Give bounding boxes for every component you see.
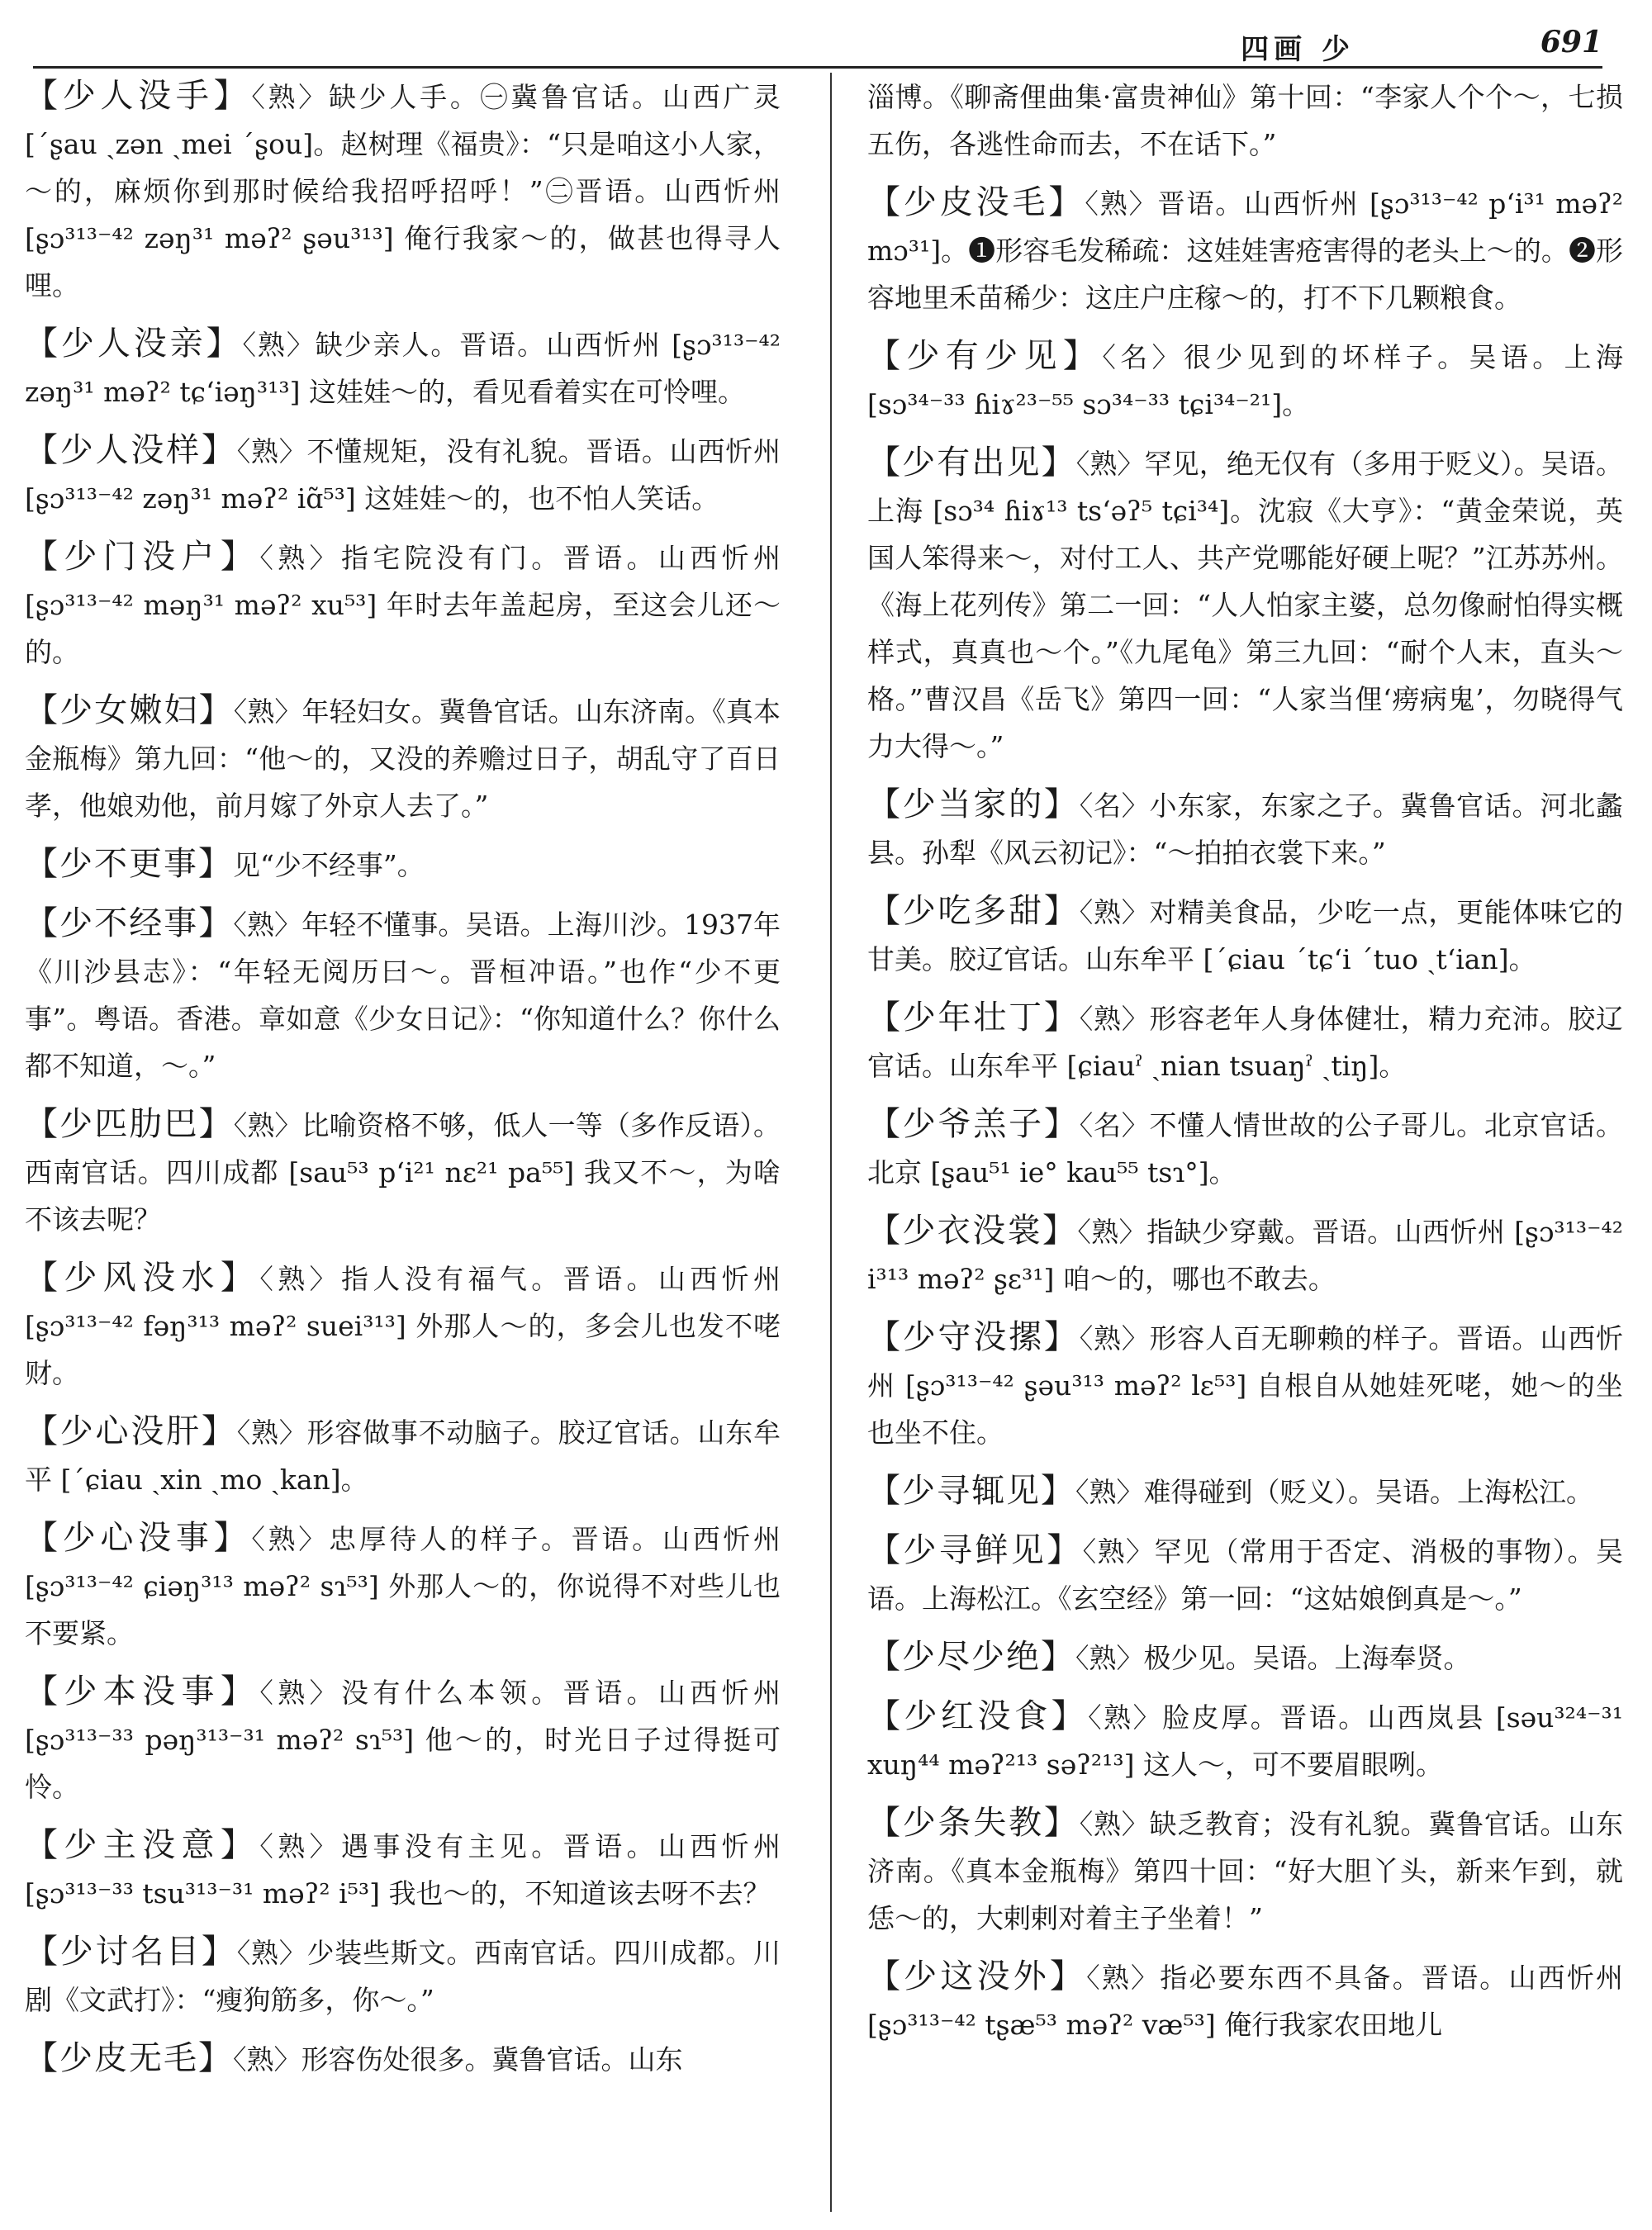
dictionary-entry [867,73,1623,168]
entry-definition: 〈熟〉遇事没有主见。晋语。山西忻州 [ʂɔ³¹³⁻³³ tsu³¹³⁻³¹ məʔ² i⁵³] 我也～的，不知道该去呀不去？ [25,1830,781,1910]
entry-definition: 〈熟〉缺乏教育；没有礼貌。冀鲁官话。山东济南。《真本金瓶梅》第四十回：“好大胆丫头，新来乍到，就恁～的，大剌剌对着主子坐着！” [867,1808,1623,1934]
entry-definition: 〈熟〉极少见。吴语。上海奉贤。 [1075,1642,1471,1674]
entry-definition: 〈熟〉形容老年人身体健壮，精力充沛。胶辽官话。山东牟平 [ɕiauˀ ˏnian tsuaŋˀ ˏtiŋ]。 [867,1003,1623,1082]
entry-headword: 【少条失教】 [867,1804,1080,1842]
dictionary-entry [25,427,781,522]
dictionary-entry [867,1693,1623,1788]
entry-headword: 【少当家的】 [867,785,1080,823]
dictionary-entry [25,534,781,676]
left-column [25,73,781,2212]
entry-headword: 【少寻辄见】 [867,1472,1075,1510]
entry-headword: 【少不更事】 [25,845,233,883]
dictionary-entry [25,1668,781,1810]
right-column [867,73,1623,2212]
dictionary-entry [867,1527,1623,1622]
dictionary-entry [867,333,1623,428]
entry-definition: 〈熟〉指缺少穿戴。晋语。山西忻州 [ʂɔ³¹³⁻⁴² i³¹³ məʔ² ʂɛ³¹] 咱～的，哪也不敢去。 [867,1216,1623,1295]
entry-headword: 【少讨名目】 [25,1933,237,1971]
dictionary-entry [25,1822,781,1917]
dictionary-entry [867,1208,1623,1302]
dictionary-entry [867,888,1623,983]
dictionary-entry [25,320,781,415]
entry-definition: 〈熟〉指宅院没有门。晋语。山西忻州 [ʂɔ³¹³⁻⁴² məŋ³¹ məʔ² xu⁵³] 年时去年盖起房，至这会儿还～的。 [25,542,781,668]
entry-headword: 【少心没事】 [25,1519,252,1557]
page-number: 691 [1540,25,1602,59]
entry-definition: 〈熟〉少装些斯文。西南官话。四川成都。川剧《文武打》：“瘦狗筋多，你～。” [25,1937,781,2016]
entry-definition: 〈熟〉年轻不懂事。吴语。上海川沙。1937年《川沙县志》：“年轻无阅历曰～。晋桓冲语。”也作“少不更事”。粤语。香港。章如意《少女日记》：“你知道什么？你什么都不知道，～。” [25,909,781,1082]
dictionary-entry [25,900,781,1089]
entry-headword: 【少人没亲】 [25,325,243,363]
entry-definition: 〈熟〉缺少亲人。晋语。山西忻州 [ʂɔ³¹³⁻⁴² zəŋ³¹ məʔ² tɕʻiəŋ³¹³] 这娃娃～的，看见看着实在可怜哩。 [25,329,781,408]
dictionary-entry [867,994,1623,1089]
entry-headword: 【少门没户】 [25,538,260,576]
entry-headword: 【少女嫩妇】 [25,691,234,729]
entry-definition: 〈熟〉罕见（常用于否定、消极的事物）。吴语。上海松江。《玄空经》第一回：“这姑娘倒真是～。” [867,1535,1623,1615]
dictionary-entry [25,1929,781,2024]
entry-definition: 〈熟〉对精美食品，少吃一点，更能体味它的甘美。胶辽官话。山东牟平 [ˊɕiau ˊtɕʻi ˊtuo ˏtʻian]。 [867,896,1623,975]
dictionary-entry [25,687,781,829]
dictionary-entry [25,1255,781,1397]
entry-definition: 〈熟〉晋语。山西忻州 [ʂɔ³¹³⁻⁴² pʻi³¹ məʔ² mɔ³¹]。❶形容毛发稀疏：这娃娃害疮害得的老头上～的。❷形容地里禾苗稀少：这庄户庄稼～的，打不下几颗粮食。 [867,187,1623,314]
entry-headword: 【少寻鲜见】 [867,1531,1083,1569]
entry-headword: 【少主没意】 [25,1826,260,1864]
entry-definition: 〈熟〉年轻妇女。冀鲁官话。山东济南。《真本金瓶梅》第九回：“他～的，又没的养赡过日子，胡乱守了百日孝，他娘劝他，前月嫁了外京人去了。” [25,695,781,822]
entry-definition: 〈熟〉不懂规矩，没有礼貌。晋语。山西忻州 [ʂɔ³¹³⁻⁴² zəŋ³¹ məʔ² iɑ̃⁵³] 这娃娃～的，也不怕人笑话。 [25,435,781,515]
entry-headword: 【少有出见】 [867,444,1076,482]
entry-headword: 【少人没手】 [25,77,252,115]
entry-headword: 【少守没摞】 [867,1318,1080,1356]
entry-definition: 〈熟〉形容伤处很多。冀鲁官话。山东 [233,2043,683,2076]
entry-headword: 【少爷羔子】 [867,1105,1080,1143]
dictionary-entry [867,1634,1623,1682]
dictionary-entry [867,1800,1623,1942]
entry-definition: 〈熟〉缺少人手。㊀冀鲁官话。山西广灵 [ˊʂau ˏzən ˏmei ˊʂou]。赵树理《福贵》：“只是咱这小人家，～的，麻烦你到那时候给我招呼招呼！”㊁晋语。山西忻州 [ʂɔ³¹³⁻⁴² zəŋ³¹ məʔ² ʂəu³¹³] 俺行我家～的，做甚也得寻人哩。 [25,81,781,301]
entry-definition: 〈名〉小东家，东家之子。冀鲁官话。河北蠡县。孙犁《风云初记》：“～拍拍衣裳下来。” [867,790,1623,869]
entry-headword: 【少皮没毛】 [867,183,1085,221]
entry-headword: 【少心没肝】 [25,1412,237,1450]
dictionary-entry [867,1101,1623,1196]
entry-headword: 【少风没水】 [25,1259,260,1297]
entry-definition: 〈熟〉难得碰到（贬义）。吴语。上海松江。 [1075,1476,1593,1508]
entry-headword: 【少这没外】 [867,1957,1087,1995]
entry-headword: 【少皮无毛】 [25,2039,233,2077]
entry-headword: 【少有少见】 [867,337,1103,375]
column-divider [830,73,832,2212]
entry-headword: 【少本没事】 [25,1672,260,1710]
entry-headword: 【少衣没裳】 [867,1212,1078,1250]
entry-definition: 〈熟〉形容做事不动脑子。胶辽官话。山东牟平 [ˊɕiau ˏxin ˏmo ˏkan]。 [25,1416,781,1496]
entry-definition: 〈熟〉形容人百无聊赖的样子。晋语。山西忻州 [ʂɔ³¹³⁻⁴² ʂəu³¹³ məʔ² lɛ⁵³] 自根自从她娃死咾，她～的坐也坐不住。 [867,1322,1623,1449]
page-header [33,18,1602,69]
dictionary-entry [867,781,1623,876]
entry-definition: 〈熟〉比喻资格不够，低人一等（多作反语）。西南官话。四川成都 [sau⁵³ pʻi²¹ nɛ²¹ pa⁵⁵] 我又不～，为啥不该去呢？ [25,1109,781,1236]
entry-definition: 〈熟〉忠厚待人的样子。晋语。山西忻州 [ʂɔ³¹³⁻⁴² ɕiəŋ³¹³ məʔ² sɿ⁵³] 外那人～的，你说得不对些儿也不要紧。 [25,1523,781,1649]
dictionary-entry [25,73,781,309]
entry-definition: 〈熟〉指必要东西不具备。晋语。山西忻州 [ʂɔ³¹³⁻⁴² tʂæ⁵³ məʔ² væ⁵³] 俺行我家农田地儿 [867,1962,1623,2041]
entry-definition: 〈熟〉没有什么本领。晋语。山西忻州 [ʂɔ³¹³⁻³³ pəŋ³¹³⁻³¹ məʔ² sɿ⁵³] 他～的，时光日子过得挺可怜。 [25,1677,781,1803]
entry-definition: 〈名〉很少见到的坏样子。吴语。上海 [sɔ³⁴⁻³³ ɦiɤ²³⁻⁵⁵ sɔ³⁴⁻³³ tɕi³⁴⁻²¹]。 [867,341,1623,420]
dictionary-entry [25,2035,781,2083]
entry-definition: 见“少不经事”。 [233,849,425,881]
entry-definition: 〈熟〉指人没有福气。晋语。山西忻州 [ʂɔ³¹³⁻⁴² fəŋ³¹³ məʔ² suei³¹³] 外那人～的，多会儿也发不咾财。 [25,1263,781,1389]
entry-definition: 淄博。《聊斋俚曲集·富贵神仙》第十回：“李家人个个～，七损五伤，各逃性命而去，不在话下。” [867,81,1623,160]
dictionary-entry [867,1314,1623,1456]
entry-headword: 【少匹肋巴】 [25,1105,234,1143]
entry-definition: 〈熟〉脸皮厚。晋语。山西岚县 [səu³²⁴⁻³¹ xuŋ⁴⁴ məʔ²¹³ səʔ²¹³] 这人～，可不要眉眼咧。 [867,1701,1623,1781]
dictionary-entry [867,1953,1623,2048]
dictionary-entry [25,1515,781,1657]
entry-headword: 【少吃多甜】 [867,892,1080,930]
dictionary-entry [867,439,1623,770]
entry-definition: 〈名〉不懂人情世故的公子哥儿。北京官话。北京 [ʂau⁵¹ ie° kau⁵⁵ tsɿ°]。 [867,1109,1623,1189]
dictionary-entry [25,1101,781,1243]
dictionary-entry [867,179,1623,321]
entry-headword: 【少年壮丁】 [867,999,1080,1037]
entry-headword: 【少人没样】 [25,431,237,469]
dictionary-entry [25,841,781,889]
dictionary-entry [867,1468,1623,1516]
entry-definition: 〈熟〉罕见，绝无仅有（多用于贬义）。吴语。上海 [sɔ³⁴ ɦiɤ¹³ tsʻəʔ⁵ tɕi³⁴]。沈寂《大亨》：“黄金荣说，英国人笨得来～，对付工人、共产党哪能好硬上呢？”江苏苏州。《海上花列传》第二一回：“人人怕家主婆，总勿像耐怕得实概样式，真真也～个。”《九尾龟》第三九回：“耐个人末，直头～格。”曹汉昌《岳飞》第四一回：“人家当俚‘痨病鬼’，勿晓得气力大得～。” [867,448,1623,762]
running-head: 四画 少 [1241,33,1355,66]
entry-headword: 【少不经事】 [25,904,234,942]
entry-headword: 【少尽少绝】 [867,1638,1075,1676]
dictionary-entry [25,1408,781,1503]
entry-headword: 【少红没食】 [867,1697,1089,1735]
